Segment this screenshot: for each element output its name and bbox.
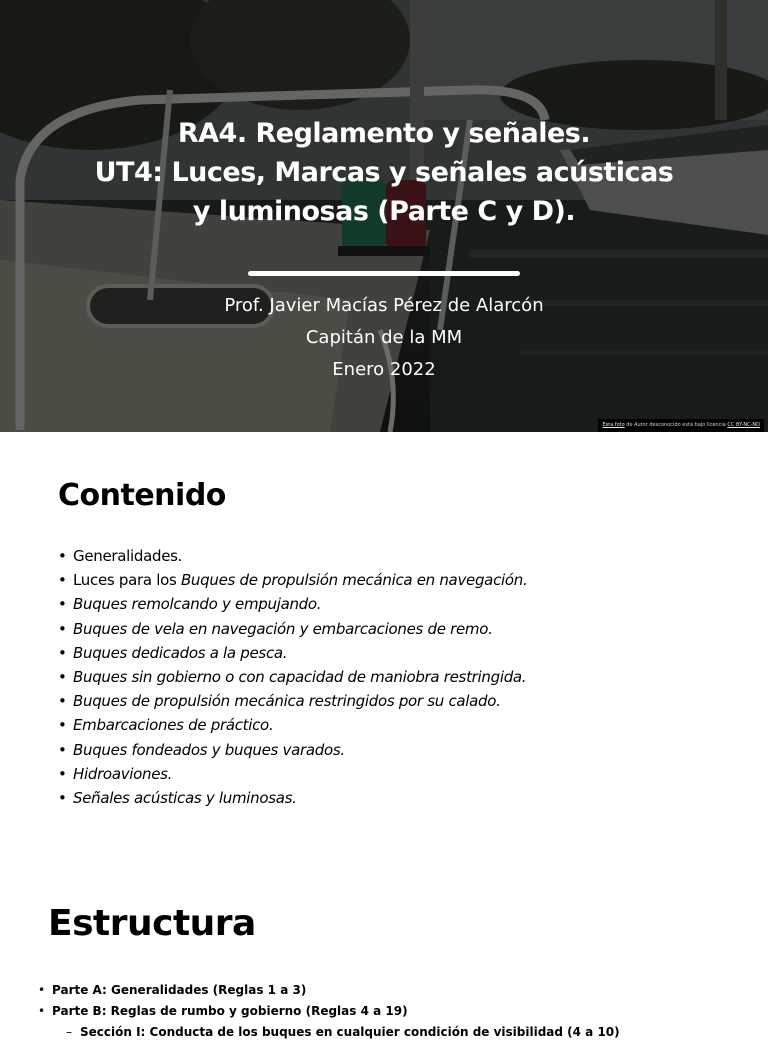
list-item [58,568,527,592]
contents-slide [0,432,768,864]
photo-credit [598,419,764,432]
list-item [58,762,527,786]
item-text-italic: Señales acústicas y luminosas. [73,789,297,808]
list-item [58,592,527,616]
list-item [58,665,527,689]
title-line-2: UT4: Luces, Marcas y señales acústicas [94,157,674,188]
item-text-italic: Buques fondeados y buques varados. [73,740,345,759]
license-link[interactable]: CC BY-NC-ND [727,422,760,428]
item-text-italic: Buques de vela en navegación y embarcaciones de remo. [73,619,493,638]
structure-heading: Estructura [48,903,256,944]
list-item [58,641,527,665]
list-item [58,617,527,641]
presentation-date: Enero 2022 [332,359,436,380]
structure-slide [0,864,768,1039]
list-item [58,786,527,810]
author-name: Prof. Javier Macías Pérez de Alarcón [224,295,544,316]
contents-list [58,544,527,810]
item-text-italic: Buques dedicados a la pesca. [73,643,288,662]
item-text-italic: Buques sin gobierno o con capacidad de maniobra restringida. [73,668,527,687]
author-rank: Capitán de la MM [305,327,463,348]
item-text-italic: Hidroaviones. [73,764,173,783]
list-item: • Parte A: Generalidades (Reglas 1 a 3) [38,980,620,1001]
item-text-italic: Buques de propulsión mecánica en navegación. [180,571,528,590]
presentation-subtitle [134,290,634,386]
list-item [58,689,527,713]
list-item: • Parte B: Reglas de rumbo y gobierno (Reglas 4 a 19) [38,1001,620,1022]
title-line-1: RA4. Reglamento y señales. [177,118,591,149]
photo-credit-text: de Autor desconocido está bajo licencia [624,422,728,428]
structure-list [38,980,620,1043]
item-text-italic: Buques de propulsión mecánica restringidos por su calado. [73,692,501,711]
item-text-italic: Buques remolcando y empujando. [73,595,322,614]
item-text: Luces para los [73,571,181,590]
list-item [58,544,527,568]
contents-heading: Contenido [58,478,226,513]
list-item [58,713,527,737]
title-divider [248,271,520,276]
list-item [58,738,527,762]
title-line-3: y luminosas (Parte C y D). [192,196,576,227]
item-text: Generalidades. [73,547,183,565]
item-text-italic: Embarcaciones de práctico. [73,716,274,735]
title-slide [0,0,768,432]
presentation-title [84,114,684,231]
list-subitem: – Sección I: Conducta de los buques en cualquier condición de visibilidad (4 a 10) [38,1022,620,1043]
photo-credit-link[interactable]: Esta foto [602,422,625,428]
